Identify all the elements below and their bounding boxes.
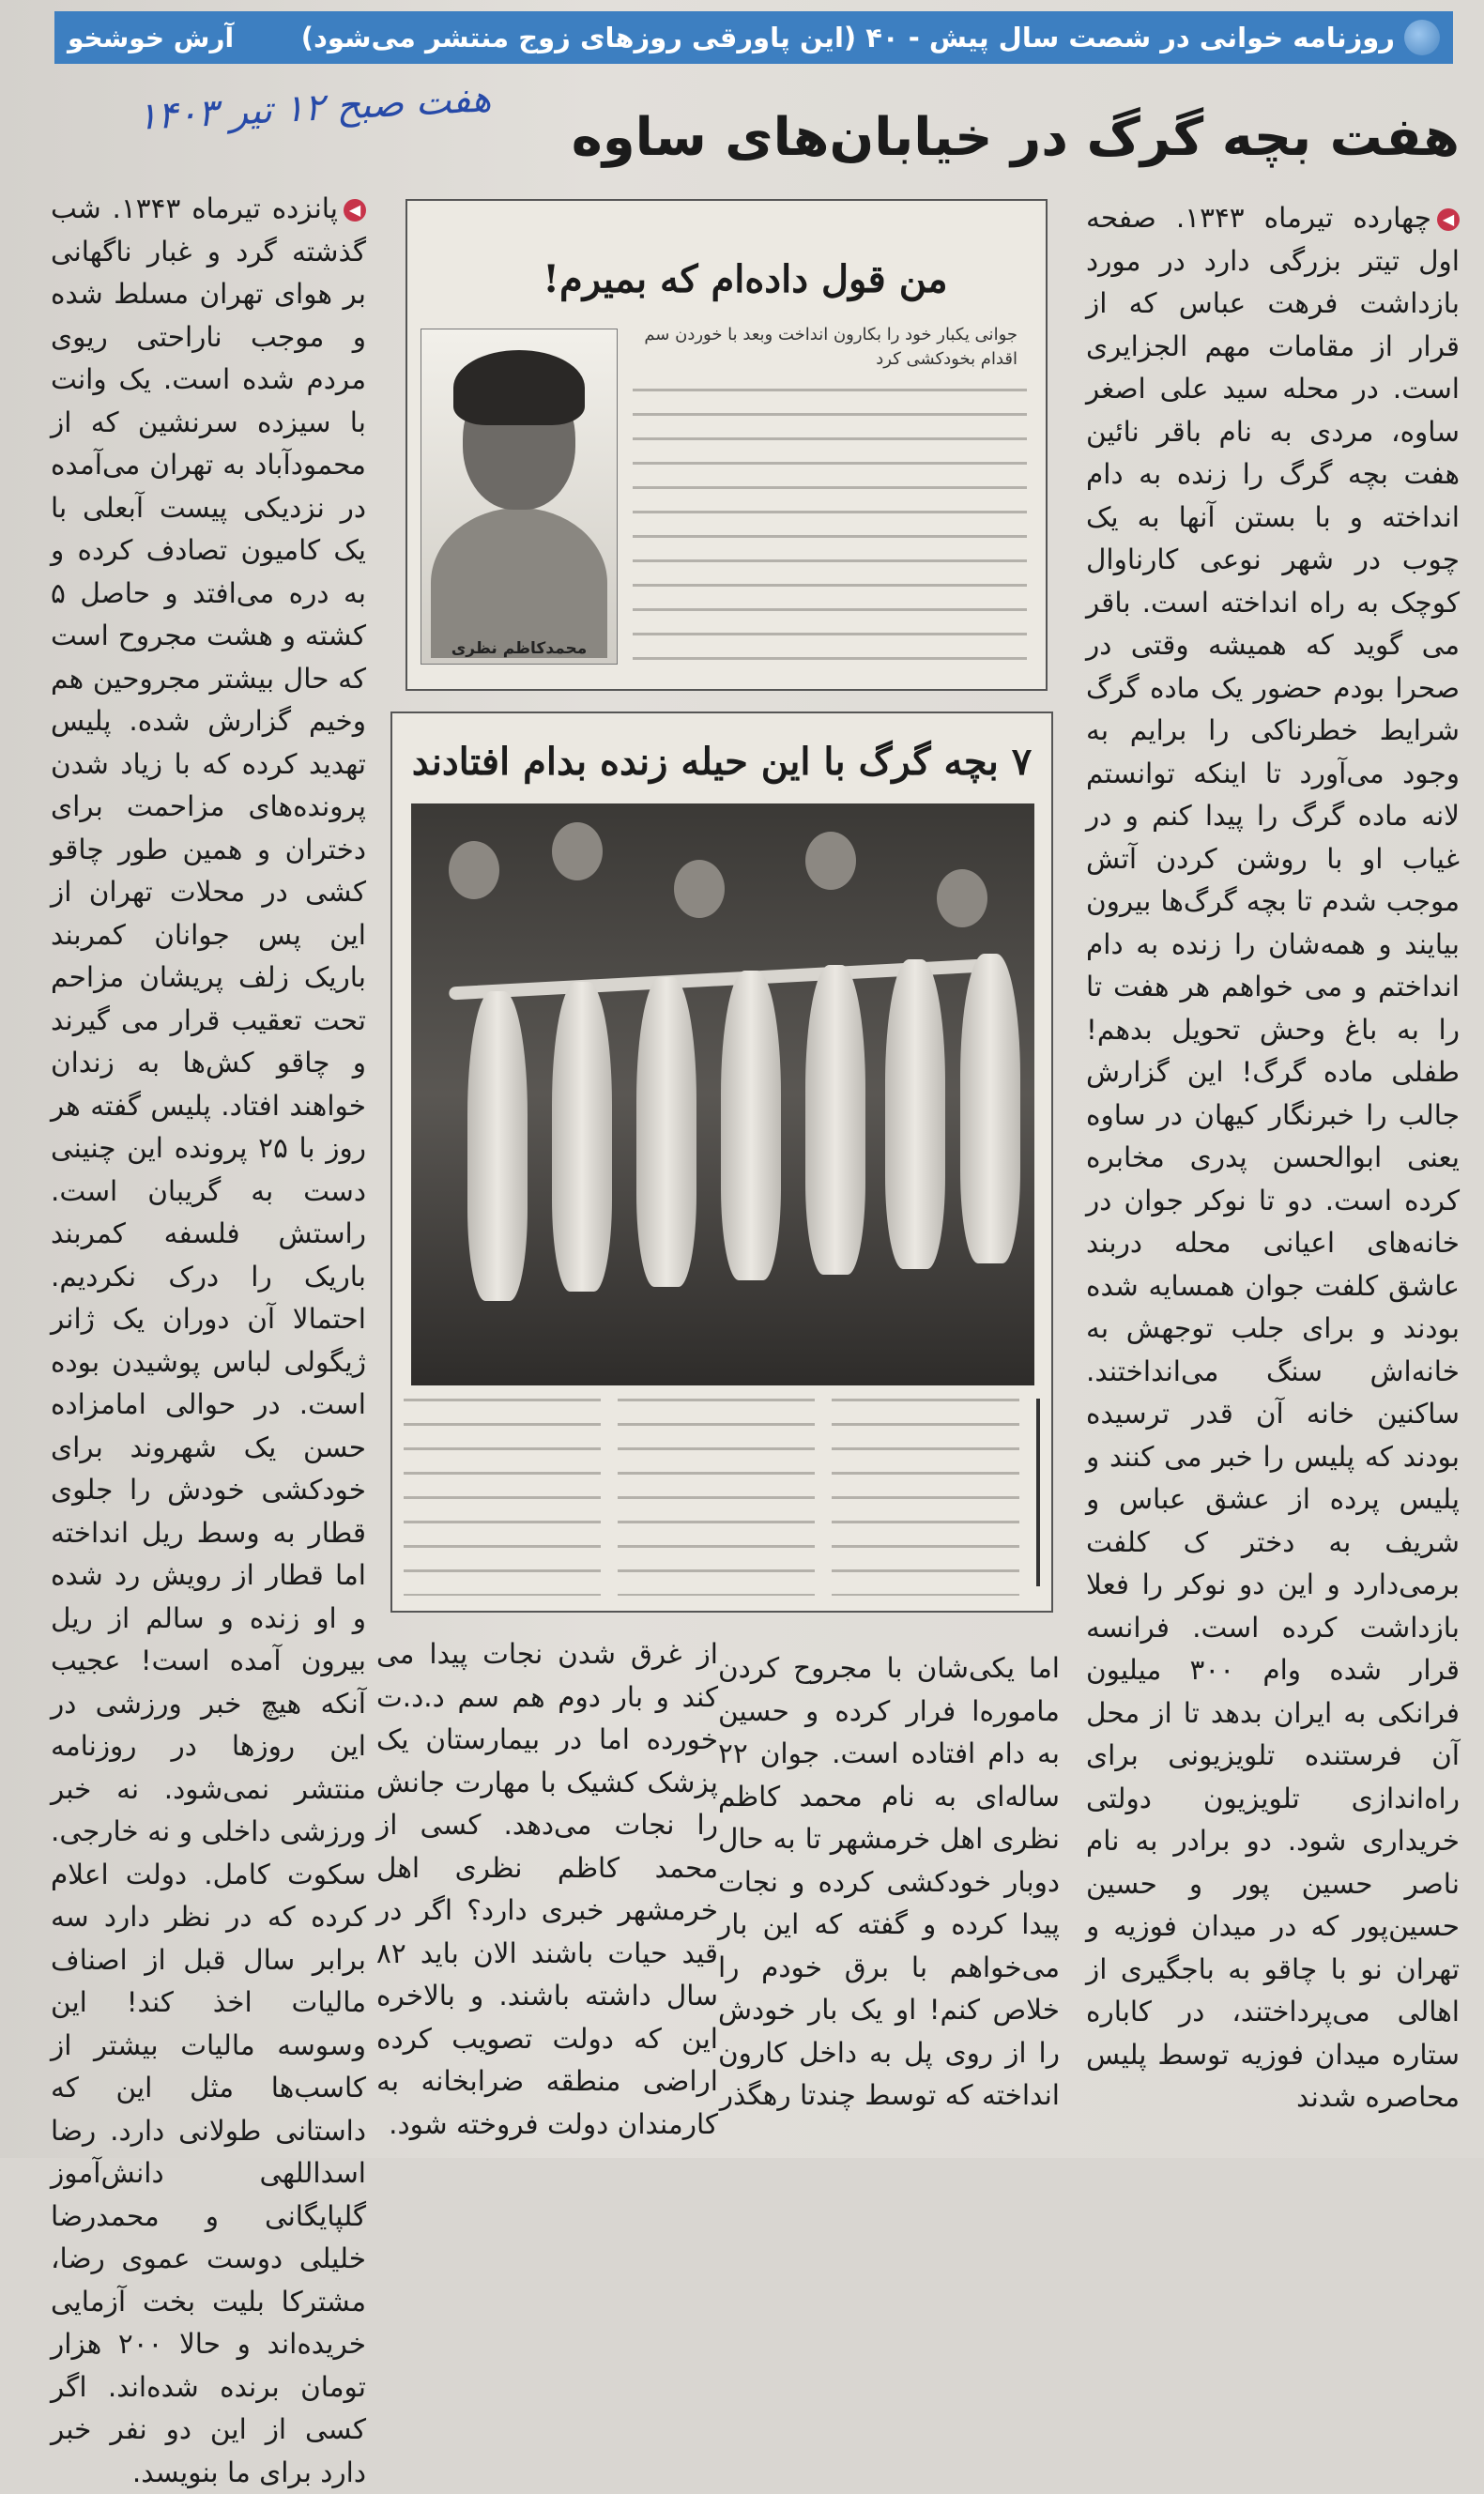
wolf-cub [885, 959, 945, 1269]
arrow-line [1036, 1399, 1040, 1586]
wolf-cub [721, 971, 781, 1280]
clipping2-text-col [404, 1399, 601, 1596]
wolf-cub [467, 991, 528, 1301]
newspaper-clipping-1 [405, 199, 1048, 691]
series-title: روزنامه خوانی در شصت سال پیش - ۴۰ (این پاورقی روزهای زوج منتشر می‌شود) [300, 22, 1395, 54]
series-header-bar [54, 11, 1453, 64]
person-head [937, 869, 987, 927]
portrait-photo [421, 329, 618, 665]
wolf-cub [805, 965, 865, 1275]
person-head [552, 822, 603, 880]
clipping1-subhead: جوانی یکبار خود را بکارون انداخت وبعد با خوردن سم اقدام بخودکشی کرد [644, 325, 1017, 369]
person-head [449, 841, 499, 899]
column-bottom-middle: اما یکی‌شان با مجروح کردن ماموره‌ا فرار کرده و حسین به دام افتاده است. جوان ۲۲ ساله‌ای به نام محمد کاظم نظری اهل خرمشهر تا به حال دوبار خودکشی کرده و نجات پیدا کرده و گفته که این بار می‌خواهم با برق خودم را خلاص کنم! او یک بار خودش را از روی پل به داخل کارون انداخته که توسط چندتا رهگذر [718, 1652, 1060, 2111]
column-bottom-left: از غرق شدن نجات پیدا می کند و بار دوم هم سم د.د.ت خورده اما در بیمارستان یک پزشک کشیک با مهارت جانش را نجات می‌دهد. کسی از محمد کاظم نظری اهل خرمشهر خبری دارد؟ اگر در قید حیات باشند الان باید ۸۲ سال داشته باشند. و بالاخره این که دولت تصویب کرده اراضی منطقه ضرابخانه به کارمندان دولت فروخته شود. [376, 1638, 718, 2140]
portrait-body [431, 508, 607, 658]
bullet-icon: ◀ [344, 199, 366, 222]
author-name: آرش خوشخو [68, 22, 235, 54]
circle-icon [1404, 20, 1440, 55]
portrait-hair [453, 350, 585, 425]
handwritten-note: هفت صبح ۱۲ تیر ۱۴۰۳ [135, 77, 493, 139]
column-left-text: پانزده تیرماه ۱۳۴۳. شب گذشته گرد و غبار ناگهانی بر هوای تهران مسلط شده و موجب ناراحتی ریوی مردم شده است. یک وانت با سیزده سرنشین که از محمودآباد به تهران می‌آمده در نزدیکی پیست آبعلی با یک کامیون تصادف کرده و به دره می‌افتد و حاصل ۵ کشته و هشت مجروح است که حال بیشتر مجروحین هم وخیم گزارش شده. پلیس تهدید کرده که با زیاد شدن پرونده‌های مزاحمت برای دختران و همین طور چاقو کشی در محلات تهران از این پس جوانان کمربند باریک زلف پریشان مزاحم تحت تعقیب قرار می گیرند و چاقو کش‌ها به زندان خواهند افتاد. پلیس گفته هر روز با ۲۵ پرونده این چنینی دست به گریبان است. راستش فلسفه کمربند باریک را درک نکردیم. احتمالا آن دوران یک ژانر ژیگولی لباس پوشیدن بوده است. در حوالی امامزاده حسن یک شهروند برای خودکشی خودش را جلوی قطار به وسط ریل انداخته اما قطار از رویش رد شده و او زنده و سالم از ریل بیرون آمده است! عجیب آنکه هیچ خبر ورزشی در این روزها در روزنامه منتشر نمی‌شود. نه خبر ورزشی داخلی و نه خارجی. سکوت کامل. دولت اعلام کرده که در نظر دارد سه برابر سال قبل از اصناف مالیات اخذ کند! این وسوسه مالیات بیشتر از کاسب‌ها مثل این که داستانی طولانی دارد. رضا اسداللهی دانش‌آموز گلپایگانی و محمدرضا خلیلی دوست عموی رضا، مشترکا بلیت بخت آزمایی خریده‌اند و حالا ۲۰۰ هزار تومان برنده شده‌اند. اگر کسی از این دو نفر خبر دارد برای ما بنویسد. [51, 192, 366, 2488]
wolf-cub [960, 954, 1020, 1263]
wolf-cub [552, 982, 612, 1292]
column-left [51, 188, 366, 2488]
clipping1-text-lines [633, 389, 1027, 670]
portrait-caption: محمدکاظم نظری [451, 639, 588, 658]
clipping2-text-col [618, 1399, 815, 1596]
column-right [1086, 197, 1460, 2150]
bullet-icon: ◀ [1437, 208, 1460, 231]
person-head [805, 832, 856, 890]
wolf-cubs-photo [411, 803, 1034, 1385]
wolf-cub [636, 977, 696, 1287]
clipping1-headline: من قول داده‌ام که بمیرم! [543, 257, 948, 301]
column-right-text: چهارده تیرماه ۱۳۴۳. صفحه اول تیتر بزرگی دارد در مورد بازداشت فرهت عباس که از قرار از مقامات مهم الجزایری است. در محله سید علی اصغر ساوه، مردی به نام باقر نائین هفت بچه گرگ را زنده به دام انداخته و با بستن آنها به یک چوب در شهر نوعی کارناوال کوچک به راه انداخته است. باقر می گوید که همیشه وقتی در صحرا بودم حضور یک ماده گرگ شرایط خطرناکی را برایم به وجود می‌آورد تا اینکه توانستم لانه ماده گرگ را پیدا کنم و در غیاب او با روشن کردن آتش موجب شدم تا بچه گرگ‌ها بیرون بیایند و همه‌شان را زنده به دام انداختم و می خواهم هر هفت تا را به باغ وحش تحویل بدهم! طفلی ماده گرگ! این گزارش جالب را خبرنگار کیهان در ساوه یعنی ابوالحسن پدری مخابره کرده است. دو تا نوکر جوان در خانه‌های اعیانی محله دربند عاشق کلفت جوان همسایه شده بودند و برای جلب توجهش به خانه‌اش سنگ می‌انداختند. ساکنین خانه آن قدر ترسیده بودند که پلیس را خبر می کنند و پلیس پرده از عشق عباس و شریف به دختر ک کلفت برمی‌دارد و این دو نوکر را فعلا بازداشت کرده است. فرانسه قرار شده وام ۳۰۰ میلیون فرانکی به ایران بدهد تا از محل آن فرستنده تلویزیونی برای راه‌اندازی تلویزیون دولتی خریداری شود. دو برادر به نام ناصر حسین پور و حسین حسین‌پور که در میدان فوزیه و تهران نو با چاقو به باجگیری از اهالی می‌پرداختند، در کاباره ستاره میدان فوزیه توسط پلیس محاصره شدند [1086, 202, 1460, 2113]
person-head [674, 860, 725, 918]
clipping2-headline: ۷ بچه گرگ با این حیله زنده بدام افتادند [411, 740, 1033, 784]
clipping2-text-col [832, 1399, 1019, 1596]
page-title: هفت بچه گرگ در خیابان‌های ساوه [571, 107, 1460, 168]
newspaper-clipping-2 [390, 711, 1053, 1613]
